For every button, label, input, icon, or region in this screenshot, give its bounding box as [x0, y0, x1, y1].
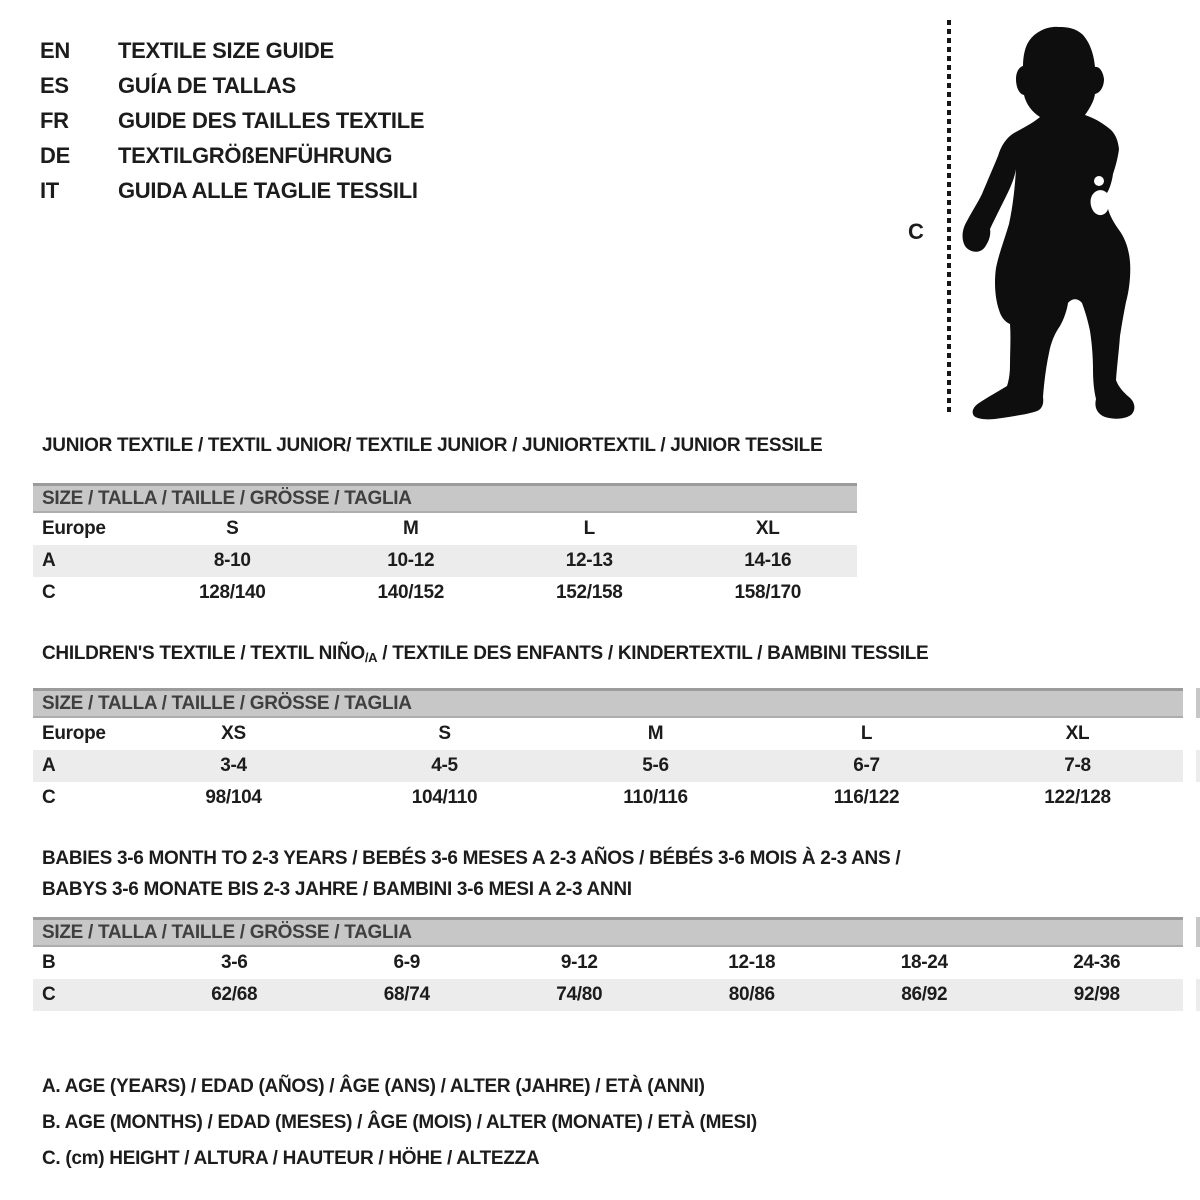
guide-title-en: TEXTILE SIZE GUIDE	[118, 38, 334, 63]
language-row-en	[40, 33, 424, 68]
age-cell: 3-4	[220, 755, 247, 776]
height-cell: 68/74	[383, 984, 430, 1005]
babies-title-line2: BABYS 3-6 MONATE BIS 2-3 JAHRE / BAMBINI 3-6 MESI A 2-3 ANNI	[42, 879, 632, 900]
children-title-sub: /A	[364, 650, 378, 665]
language-code: DE	[40, 143, 70, 168]
table-row	[33, 718, 1183, 750]
age-cell: 14-16	[744, 550, 792, 571]
age-cell: 6-7	[853, 755, 880, 776]
row-label-age-months: B	[42, 952, 56, 973]
height-cell: 80/86	[728, 984, 775, 1005]
height-cell: 98/104	[205, 787, 262, 808]
language-row-it	[40, 173, 424, 208]
size-cell: S	[438, 723, 451, 744]
edge-sliver	[1196, 688, 1200, 718]
size-cell: XS	[221, 723, 246, 744]
age-cell: 12-18	[728, 952, 776, 973]
height-cell: 152/158	[555, 582, 623, 603]
height-cell: 74/80	[556, 984, 603, 1005]
language-row-es	[40, 68, 424, 103]
table-row	[33, 750, 1183, 782]
junior-size-header-bar: SIZE / TALLA / TAILLE / GRÖSSE / TAGLIA	[33, 483, 857, 513]
size-cell: M	[647, 723, 664, 744]
babies-size-header-bar: SIZE / TALLA / TAILLE / GRÖSSE / TAGLIA	[33, 917, 1183, 947]
age-cell: 10-12	[387, 550, 435, 571]
age-cell: 9-12	[560, 952, 598, 973]
babies-title-line1: BABIES 3-6 MONTH TO 2-3 YEARS / BEBÉS 3-6 MESES A 2-3 AÑOS / BÉBÉS 3-6 MOIS À 2-3 ANS /	[42, 848, 901, 869]
age-cell: 7-8	[1064, 755, 1091, 776]
height-cell: 62/68	[211, 984, 258, 1005]
legend-height-cm: C. (cm) HEIGHT / ALTURA / HAUTEUR / HÖHE / ALTEZZA	[42, 1148, 540, 1169]
language-title-list	[40, 33, 424, 208]
height-cell: 158/170	[734, 582, 802, 603]
children-title-rest: / TEXTILE DES ENFANTS / KINDERTEXTIL / BAMBINI TESSILE	[377, 643, 929, 664]
table-row	[33, 513, 857, 545]
height-cell: 140/152	[377, 582, 445, 603]
edge-sliver	[1196, 750, 1200, 782]
height-cell: 92/98	[1073, 984, 1120, 1005]
row-label-age-years: A	[42, 550, 56, 571]
row-label-height-cm: C	[42, 984, 56, 1005]
row-label-height-cm: C	[42, 787, 56, 808]
height-cell: 128/140	[198, 582, 266, 603]
age-cell: 18-24	[900, 952, 948, 973]
size-cell: L	[583, 518, 595, 539]
language-row-de	[40, 138, 424, 173]
guide-title-de: TEXTILGRÖßENFÜHRUNG	[118, 143, 393, 168]
row-label-europe: Europe	[42, 518, 106, 539]
babies-size-table	[33, 917, 1183, 1011]
language-code: EN	[40, 38, 70, 63]
junior-size-table	[33, 483, 857, 609]
edge-sliver	[1196, 979, 1200, 1011]
row-label-europe: Europe	[42, 723, 106, 744]
children-size-table	[33, 688, 1183, 814]
children-size-header-bar: SIZE / TALLA / TAILLE / GRÖSSE / TAGLIA	[33, 688, 1183, 718]
edge-sliver	[1196, 917, 1200, 947]
toddler-silhouette-icon	[955, 10, 1200, 430]
age-cell: 12-13	[565, 550, 613, 571]
table-row	[33, 947, 1183, 979]
junior-section-title: JUNIOR TEXTILE / TEXTIL JUNIOR/ TEXTILE JUNIOR / JUNIORTEXTIL / JUNIOR TESSILE	[42, 435, 823, 456]
size-cell: M	[402, 518, 419, 539]
size-cell: S	[226, 518, 239, 539]
table-row	[33, 545, 857, 577]
table-row	[33, 782, 1183, 814]
row-label-age-years: A	[42, 755, 56, 776]
age-cell: 5-6	[642, 755, 669, 776]
table-row	[33, 577, 857, 609]
size-cell: XL	[1065, 723, 1090, 744]
language-code: IT	[40, 178, 59, 203]
age-cell: 4-5	[431, 755, 458, 776]
language-row-fr	[40, 103, 424, 138]
height-measure-label: C	[908, 219, 924, 244]
size-cell: L	[860, 723, 873, 744]
age-cell: 24-36	[1073, 952, 1121, 973]
guide-title-es: GUÍA DE TALLAS	[118, 73, 296, 98]
children-title-main: CHILDREN'S TEXTILE / TEXTIL NIÑO	[42, 643, 365, 664]
legend	[42, 1069, 757, 1177]
height-cell: 110/116	[623, 787, 688, 808]
age-cell: 3-6	[220, 952, 248, 973]
height-cell: 116/122	[833, 787, 900, 808]
height-measure-dotted-line	[947, 20, 951, 414]
legend-age-months: B. AGE (MONTHS) / EDAD (MESES) / ÂGE (MOIS) / ALTER (MONATE) / ETÀ (MESI)	[42, 1112, 757, 1133]
height-cell: 104/110	[411, 787, 478, 808]
height-cell: 122/128	[1044, 787, 1111, 808]
legend-age-years: A. AGE (YEARS) / EDAD (AÑOS) / ÂGE (ANS) / ALTER (JAHRE) / ETÀ (ANNI)	[42, 1076, 705, 1097]
row-label-height-cm: C	[42, 582, 56, 603]
children-section-title	[42, 643, 928, 665]
language-code: ES	[40, 73, 69, 98]
height-cell: 86/92	[901, 984, 948, 1005]
age-cell: 8-10	[213, 550, 251, 571]
table-row	[33, 979, 1183, 1011]
size-cell: XL	[755, 518, 780, 539]
guide-title-it: GUIDA ALLE TAGLIE TESSILI	[118, 178, 418, 203]
guide-title-fr: GUIDE DES TAILLES TEXTILE	[118, 108, 425, 133]
age-cell: 6-9	[393, 952, 421, 973]
babies-section-title	[42, 843, 900, 905]
language-code: FR	[40, 108, 69, 133]
